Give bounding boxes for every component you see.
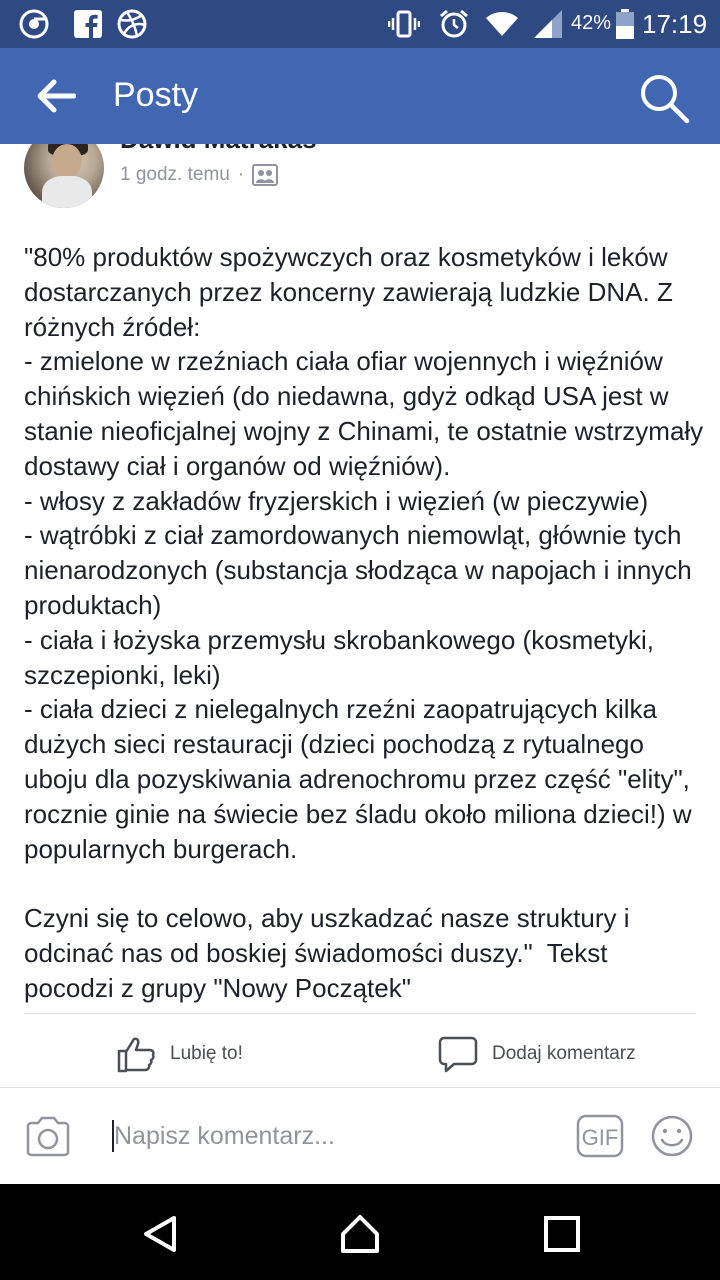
divider xyxy=(24,1013,696,1014)
group-icon xyxy=(252,164,278,186)
post-meta xyxy=(120,164,278,186)
battery-icon xyxy=(614,8,636,40)
search-icon[interactable] xyxy=(638,72,690,124)
home-nav-icon[interactable] xyxy=(340,1214,380,1254)
navigation-bar xyxy=(0,1184,720,1280)
back-nav-icon[interactable] xyxy=(140,1214,180,1254)
vibrate-icon xyxy=(388,8,420,40)
alarm-icon xyxy=(438,8,470,40)
battery-percent: 42% xyxy=(571,12,612,34)
comment-icon xyxy=(438,1034,478,1074)
gif-icon xyxy=(576,1114,624,1158)
signal-icon xyxy=(532,8,564,40)
dribbble-icon xyxy=(116,8,148,40)
app-header xyxy=(0,48,720,144)
status-bar xyxy=(0,0,720,48)
wifi-icon xyxy=(484,8,520,40)
meta-separator: · xyxy=(237,164,245,185)
recents-nav-icon[interactable] xyxy=(542,1214,582,1254)
add-comment-button[interactable] xyxy=(438,1032,636,1076)
facebook-icon xyxy=(72,8,104,40)
clock: 17:19 xyxy=(642,9,708,39)
post-time[interactable]: 1 godz. temu xyxy=(120,164,230,185)
like-label: Lubię to! xyxy=(170,1043,243,1064)
gif-label: GIF xyxy=(581,1125,619,1150)
emoji-icon[interactable] xyxy=(650,1114,694,1158)
comment-composer xyxy=(0,1088,720,1184)
comment-label: Dodaj komentarz xyxy=(492,1043,636,1064)
thumbs-up-icon xyxy=(116,1034,156,1074)
arrow-left-icon[interactable] xyxy=(36,78,76,114)
page-title: Posty xyxy=(113,76,199,114)
gif-button[interactable] xyxy=(576,1114,624,1158)
like-button[interactable] xyxy=(116,1032,243,1076)
post-text: "80% produktów spożywczych oraz kosmetyków i leków dostarczanych przez koncerny zawierają ludzkie DNA. Z różnych źródeł: - zmielone w rzeźniach ciała ofiar wojennych i więźniów chińskich więzień (do niedawna, gdyż odkąd USA jest w stanie nieoficjalnej wojny z Chinami, te ostatnie wstrzymały dostawy ciał i organów od więźniów). - włosy z zakładów fryzjerskich i więzień (w pieczywie) - wątróbki z ciał zamordowanych niemowląt, głównie tych nienarodzonych (substancja słodząca w napojach i innych produktach) - ciała i łożyska przemysłu skrobankowego (kosmetyki, szczepionki, leki) - ciała dzieci z nielegalnych rzeźni zaopatrujących kilka dużych sieci restauracji (dzieci pochodzą z rytualnego uboju dla pozyskiwania adrenochromu przez część "elity", rocznie ginie na świecie bez śladu około miliona dzieci!) w popularnych burgerach. Czyni się to celowo, aby uszkadzać nasze struktury i odcinać nas od boskiej świadomości duszy." Tekst pocodzi z grupy "Nowy Początek" xyxy=(24,242,704,1003)
chrome-icon xyxy=(18,8,50,40)
comment-input[interactable] xyxy=(114,1114,554,1158)
camera-icon[interactable] xyxy=(24,1114,72,1158)
